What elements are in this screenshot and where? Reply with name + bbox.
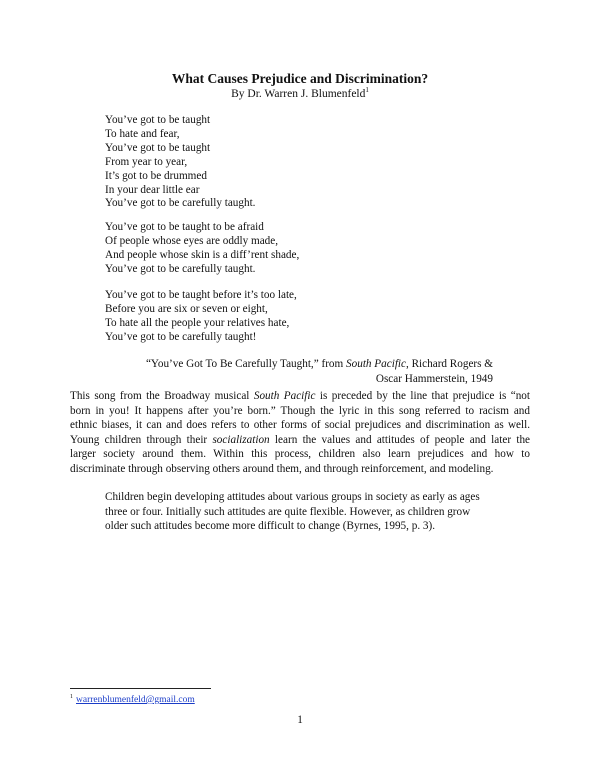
lyric-line: You’ve got to be taught	[105, 141, 211, 154]
lyric-line: And people whose skin is a diff’rent shade,	[105, 248, 300, 261]
footnote	[70, 694, 195, 706]
paragraph-italic-title: South Pacific	[253, 390, 316, 402]
citation-line-1	[120, 357, 493, 372]
lyric-line: In your dear little ear	[105, 183, 200, 196]
footnote-mark: 1	[70, 693, 73, 700]
lyric-line: You’ve got to be taught	[105, 114, 211, 126]
paragraph-text: This song from the Broadway musical	[70, 390, 254, 402]
lyric-line: You’ve got to be taught before it’s too late,	[105, 289, 297, 301]
page-number: 1	[297, 714, 303, 726]
paragraph-italic-term: socialization	[212, 433, 270, 446]
block-quote	[105, 490, 505, 534]
lyrics-stanza-3	[105, 289, 525, 345]
paragraph-text: Young children through their	[70, 433, 213, 446]
lyric-line: You’ve got to be carefully taught.	[105, 197, 256, 210]
paragraph-line	[70, 389, 530, 404]
lyric-line: You’ve got to be carefully taught!	[105, 330, 257, 343]
author-byline	[0, 87, 600, 102]
paragraph-line	[70, 433, 530, 448]
lyric-line: To hate and fear,	[105, 127, 180, 140]
lyric-line: It’s got to be drummed	[105, 169, 207, 182]
paragraph-line: born in you! It happens after you’re born.” Though the lyric in this song referred to racism and	[70, 404, 530, 417]
quote-line: Children begin developing attitudes about various groups in society as early as ages	[105, 491, 480, 503]
lyric-line: You’ve got to be taught to be afraid	[105, 221, 264, 233]
paragraph-line: larger society around them. Within this process, children also learn prejudices and how to	[70, 448, 530, 461]
paragraph-line: discriminate through observing others around them, and through reinforcement, and modeling.	[70, 462, 494, 475]
lyric-line: To hate all the people your relatives hate,	[105, 316, 290, 329]
citation-musical-title: South Pacific	[346, 358, 406, 370]
song-citation	[120, 357, 493, 386]
lyric-line: Before you are six or seven or eight,	[105, 302, 268, 315]
citation-text: “You’ve Got To Be Carefully Taught,” from	[145, 358, 347, 370]
body-paragraph	[70, 389, 530, 477]
citation-text: , Richard Rogers &	[406, 358, 493, 370]
lyrics-stanza-1	[105, 114, 525, 211]
lyric-line: You’ve got to be carefully taught.	[105, 262, 256, 275]
byline-footnote-mark[interactable]: 1	[365, 86, 369, 95]
citation-line-2: Oscar Hammerstein, 1949	[375, 372, 493, 385]
byline-text: By Dr. Warren J. Blumenfeld	[231, 88, 366, 100]
page-title: What Causes Prejudice and Discrimination?	[171, 71, 429, 86]
quote-line: three or four. Initially such attitudes are quite flexible. However, as children grow	[105, 505, 471, 518]
paragraph-line: ethnic biases, it can and does refers to other forms of social prejudices and discrimination as well.	[70, 419, 530, 432]
lyrics-stanza-2	[105, 221, 525, 277]
lyric-line: From year to year,	[105, 155, 188, 168]
footnote-email-link[interactable]: warrenblumenfeld@gmail.com	[76, 695, 195, 705]
lyric-line: Of people whose eyes are oddly made,	[105, 234, 279, 247]
paragraph-text: learn the values and attitudes of people and later the	[269, 433, 531, 446]
footnote-divider	[70, 688, 211, 689]
paragraph-text: is preceded by the line that prejudice is “not	[315, 390, 530, 402]
quote-line: older such attitudes become more difficult to change (Byrnes, 1995, p. 3).	[105, 520, 436, 533]
